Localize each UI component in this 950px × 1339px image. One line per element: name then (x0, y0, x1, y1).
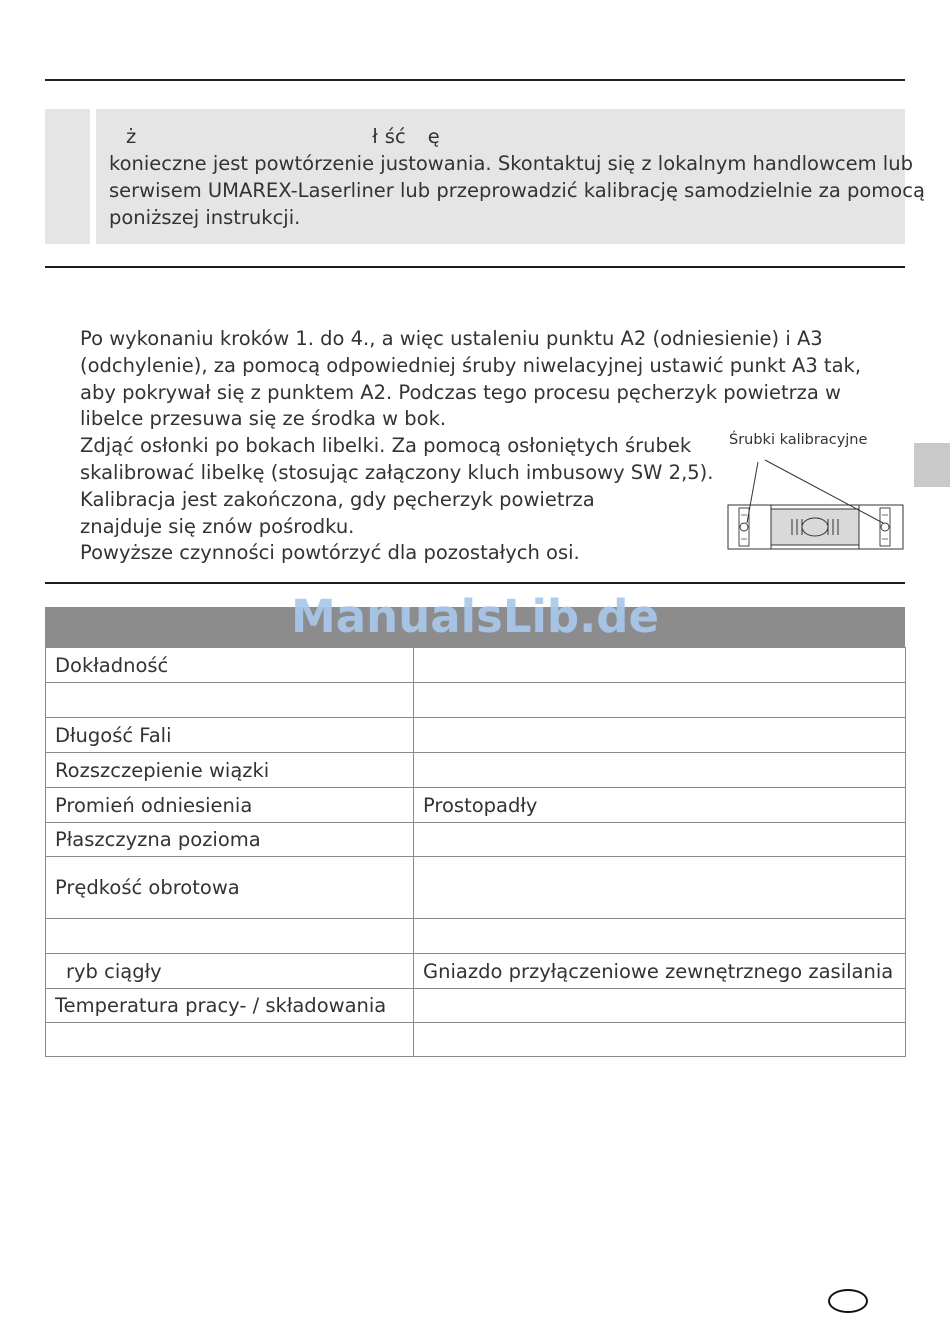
spec-value (414, 718, 906, 753)
table-row (46, 648, 906, 683)
spec-value (414, 989, 906, 1023)
spec-label: Rozszczepienie wiązki (46, 753, 414, 788)
spec-label: ryb ciągły (46, 954, 414, 989)
notice-box (45, 109, 925, 244)
spec-label: Promień odniesienia (46, 788, 414, 823)
instruction-line: Kalibracja jest zakończona, gdy pęcherzyk powietrza (80, 487, 595, 511)
spec-label: Długość Fali (46, 718, 414, 753)
spec-value: Gniazdo przyłączeniowe zewnętrznego zasilania (414, 954, 906, 989)
spec-value (414, 919, 906, 954)
table-row (46, 1023, 906, 1057)
notice-icon-column (45, 109, 90, 244)
spec-label: Dokładność (46, 648, 414, 683)
notice-line-2: konieczne jest powtórzenie justowania. Skontaktuj się z lokalnym handlowcem lub (109, 152, 913, 175)
notice-panel (96, 109, 925, 244)
table-row (46, 989, 906, 1023)
table-row (46, 919, 906, 954)
notice-glyph: ść (384, 125, 406, 148)
spec-value (414, 648, 906, 683)
instruction-line: libelce przesuwa się ze środka w bok. (80, 407, 447, 431)
top-rule (45, 79, 905, 81)
instruction-line: skalibrować libelkę (stosując załączony kluch imbusowy SW 2,5). (80, 460, 714, 484)
notice-glyph: ę (427, 125, 440, 148)
specs-rule (45, 582, 905, 584)
spec-label (46, 919, 414, 954)
spec-label (46, 1023, 414, 1057)
notice-line-1 (109, 123, 893, 150)
instruction-line: aby pokrywał się z punktem A2. Podczas tego procesu pęcherzyk powietrza w (80, 380, 841, 404)
table-row (46, 753, 906, 788)
table-row (46, 718, 906, 753)
instruction-line: Zdjąć osłonki po bokach libelki. Za pomocą osłoniętych śrubek (80, 434, 692, 458)
language-tab (914, 443, 950, 487)
notice-glyph: ż (126, 125, 137, 148)
spec-value (414, 683, 906, 718)
table-row (46, 857, 906, 919)
section-rule (45, 266, 905, 268)
notice-glyph: ł (372, 125, 378, 148)
spec-value: Prostopadły (414, 788, 906, 823)
notice-line-3: serwisem UMAREX-Laserliner lub przeprowadzić kalibrację samodzielnie za pomocą (109, 179, 925, 202)
notice-text (109, 123, 925, 231)
spec-label (46, 683, 414, 718)
table-row (46, 788, 906, 823)
instruction-line: Po wykonaniu kroków 1. do 4., a więc ustaleniu punktu A2 (odniesienie) i A3 (80, 327, 823, 350)
figure-label: Śrubki kalibracyjne (729, 432, 868, 448)
spec-value (414, 823, 906, 857)
instruction-line: znajduje się znów pośrodku. (80, 514, 355, 538)
spec-label: Temperatura pracy- / składowania (46, 989, 414, 1023)
spec-label: Prędkość obrotowa (46, 857, 414, 919)
table-row (46, 683, 906, 718)
watermark: ManualsLib.de (291, 590, 659, 643)
country-oval-mark (828, 1289, 868, 1313)
spec-value (414, 1023, 906, 1057)
table-row (46, 823, 906, 857)
spec-value (414, 857, 906, 919)
notice-line-4: poniższej instrukcji. (109, 206, 301, 229)
level-vial-diagram (725, 455, 910, 555)
spec-label: Płaszczyzna pozioma (46, 823, 414, 857)
table-row (46, 954, 906, 989)
instruction-line: Powyższe czynności powtórzyć dla pozostałych osi. (80, 541, 580, 565)
instruction-line: (odchylenie), za pomocą odpowiedniej śruby niwelacyjnej ustawić punkt A3 tak, (80, 353, 862, 377)
spec-value (414, 753, 906, 788)
specs-table (45, 647, 906, 1057)
